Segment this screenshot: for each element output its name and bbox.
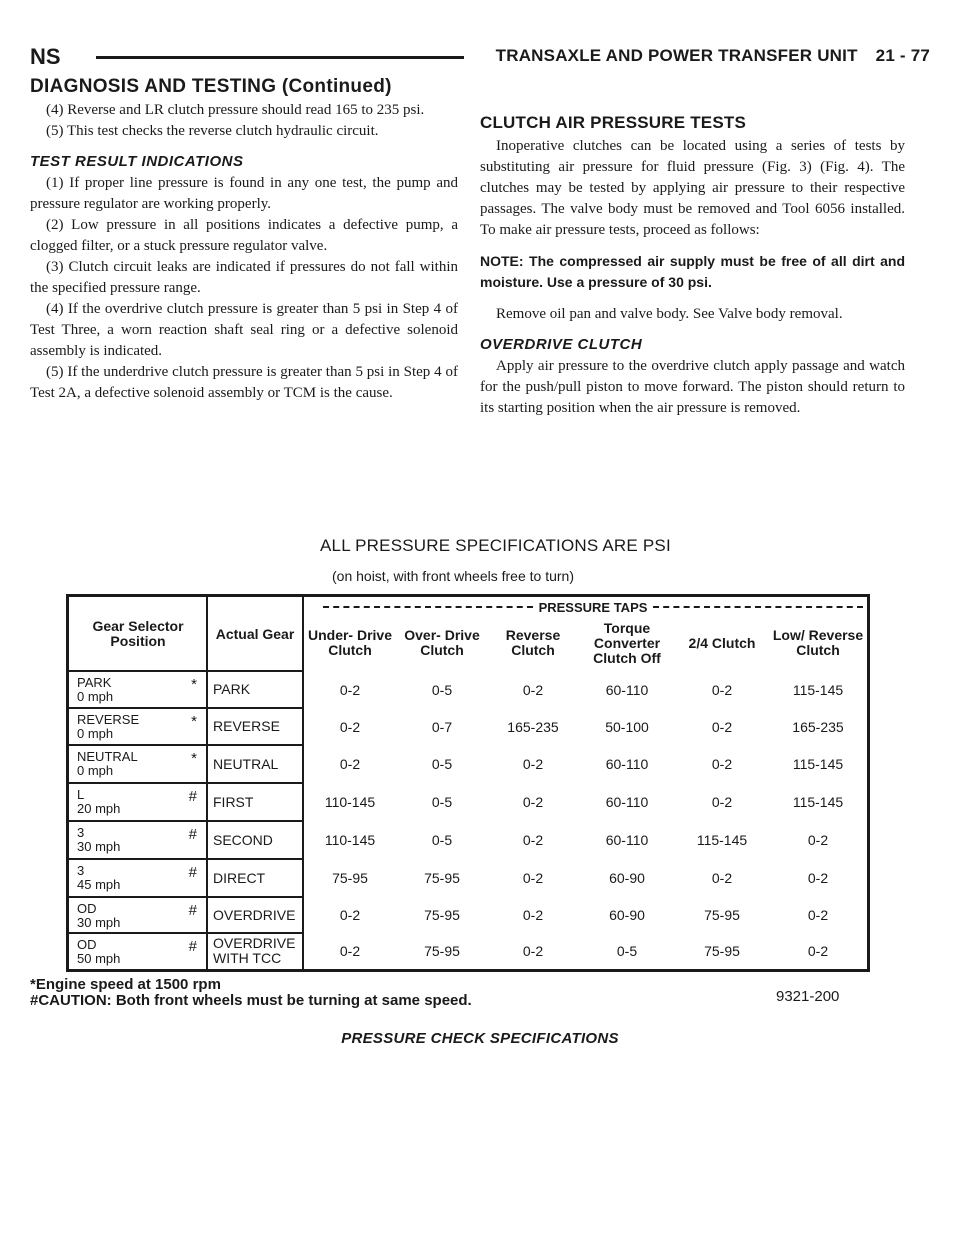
pressure-value-lr: 115-145 [792,681,844,698]
table-grid-line [69,744,303,746]
pressure-value-od: 0-5 [431,794,453,810]
pressure-value-c24: 75-95 [704,943,740,959]
selector-position-cell [77,676,207,707]
actual-gear-cell: DIRECT [213,869,266,886]
pressure-value-od: 0-7 [431,718,453,735]
table-grid-line [69,820,303,822]
pressure-value-ud: 110-145 [324,794,376,810]
pressure-value-ud: 0-2 [339,943,361,959]
pressure-value-od: 75-95 [424,870,460,886]
paragraph: (4) If the overdrive clutch pressure is greater than 5 psi in Step 4 of Test Three, a worn reaction shaft seal ring or a defective solenoid assembly is indicated. [30,301,458,359]
table-grid-line [69,782,303,784]
table-grid-line [69,896,303,898]
pressure-value-lr: 0-2 [807,943,829,959]
paragraph: Inoperative clutches can be located using a series of tests by substituting air pressure for fluid pressure (Fig. 3) (Fig. 4). The clutches may be tested by applying air pressure to their respective passages. The valve body must be removed and Tool 6056 installed. To make air pressure tests, proceed as follows: [480,138,905,238]
pressure-value-ud: 0-2 [339,681,361,698]
pressure-value-c24: 0-2 [711,794,733,810]
pressure-value-c24: 0-2 [711,681,733,698]
pressure-value-lr: 0-2 [807,832,829,848]
pressure-taps-banner [317,599,869,615]
actual-gear-cell: OVERDRIVE [213,906,296,923]
pressure-value-rev: 0-2 [522,681,544,698]
footnote-marker: * [191,676,197,693]
pressure-value-rev: 165-235 [507,718,559,735]
selector-speed: 50 mph [77,951,121,966]
heading-clutch-air-pressure-tests: CLUTCH AIR PRESSURE TESTS [480,113,747,132]
header-rule [96,56,464,59]
pressure-value-od: 75-95 [424,907,460,923]
paragraph: (2) Low pressure in all positions indicates a defective pump, a clogged filter, or a stuck pressure regulator valve. [30,217,458,254]
table-grid-line [69,932,303,934]
paragraph: (5) If the underdrive clutch pressure is greater than 5 psi in Step 4 of Test 2A, a defective solenoid assembly or TCM is the cause. [30,364,458,401]
pressure-value-ud: 0-2 [339,907,361,923]
header-title: TRANSAXLE AND POWER TRANSFER UNIT [495,46,858,65]
selector-position: OD [77,901,97,916]
footnote-marker: # [188,938,197,955]
footnote-marker: * [191,713,197,730]
footnote-engine-speed: *Engine speed at 1500 rpm [30,976,221,993]
footnote-marker: # [188,826,197,843]
column-header-position: Gear Selector Position [92,618,184,649]
paragraph: Apply air pressure to the overdrive clutch apply passage and watch for the push/pull piston to move forward. The piston should return to its starting position when the air pressure is removed. [480,358,905,416]
pressure-value-tcc: 60-110 [605,794,649,810]
pressure-value-od: 0-5 [431,832,453,848]
figure-subtitle: (on hoist, with front wheels free to turn) [332,568,574,584]
pressure-value-lr: 0-2 [807,870,829,886]
pressure-taps-label: PRESSURE TAPS [538,599,648,615]
selector-position-cell [77,864,207,896]
selector-position-cell [77,938,207,968]
figure-id: 9321-200 [776,988,840,1005]
pressure-value-tcc: 60-110 [605,832,649,848]
column-header-ud: Under- Drive Clutch [307,627,393,658]
selector-speed: 30 mph [77,915,121,930]
left-column [30,100,458,404]
header-section-code: NS [30,44,61,69]
table-grid-line [69,670,303,672]
subheading-overdrive-clutch: OVERDRIVE CLUTCH [480,336,643,353]
right-column [480,112,905,419]
pressure-value-od: 0-5 [431,681,453,698]
actual-gear-cell: NEUTRAL [213,755,279,772]
paragraph: Remove oil pan and valve body. See Valve body removal. [496,306,843,322]
table-grid-line [69,858,303,860]
pressure-value-rev: 0-2 [522,794,544,810]
pressure-value-ud: 75-95 [332,870,368,886]
selector-position: L [77,787,85,802]
column-header-tcc: Torque Converter Clutch Off [593,619,661,666]
selector-position-cell [77,902,207,932]
selector-position: OD [77,937,97,952]
selector-speed: 0 mph [77,726,114,741]
column-header-od: Over- Drive Clutch [404,627,480,658]
selector-position-cell [77,826,207,858]
pressure-value-ud: 0-2 [339,756,361,772]
selector-position: 3 [77,825,85,840]
selector-speed: 20 mph [77,801,121,816]
note: NOTE: The compressed air supply must be free of all dirt and moisture. Use a pressure of 30 psi. [480,253,905,290]
actual-gear-cell: PARK [213,681,251,697]
selector-speed: 45 mph [77,877,121,892]
paragraph: (3) Clutch circuit leaks are indicated if pressures do not fall within the specified pressure range. [30,259,458,296]
paragraph: (4) Reverse and LR clutch pressure should read 165 to 235 psi. [46,102,425,118]
pressure-value-tcc: 0-5 [616,943,638,959]
selector-position: 3 [77,863,85,878]
actual-gear-cell: SECOND [213,831,273,848]
actual-gear-cell: REVERSE [213,718,280,734]
column-header-lr: Low/ Reverse Clutch [772,627,864,658]
footnote-marker: # [188,864,197,881]
paragraph: (5) This test checks the reverse clutch hydraulic circuit. [46,123,379,139]
actual-gear-cell: OVERDRIVE WITH TCC [213,935,296,966]
pressure-value-c24: 0-2 [711,756,733,772]
pressure-value-c24: 0-2 [711,870,733,886]
paragraph: (1) If proper line pressure is found in any one test, the pump and pressure regulator are working properly. [30,175,458,212]
pressure-value-od: 75-95 [424,943,460,959]
footnote-caution: #CAUTION: Both front wheels must be turning at same speed. [30,992,472,1009]
pressure-value-tcc: 60-90 [609,907,645,923]
selector-position: REVERSE [77,712,140,727]
figure-caption: PRESSURE CHECK SPECIFICATIONS [341,1030,619,1047]
pressure-value-lr: 0-2 [807,907,829,923]
pressure-value-ud: 110-145 [324,832,376,848]
actual-gear-cell: FIRST [213,793,254,810]
selector-position: PARK [77,675,112,690]
pressure-value-od: 0-5 [431,756,453,772]
footnote-marker: # [188,902,197,919]
pressure-value-ud: 0-2 [339,718,361,735]
selector-speed: 0 mph [77,763,114,778]
selector-speed: 0 mph [77,689,114,704]
pressure-value-tcc: 60-90 [609,870,645,886]
pressure-value-lr: 165-235 [792,718,844,735]
section-title: DIAGNOSIS AND TESTING (Continued) [30,76,392,97]
pressure-value-lr: 115-145 [792,794,844,810]
dash-rule [653,606,863,608]
subheading-test-result-indications: TEST RESULT INDICATIONS [30,153,244,170]
dash-rule [323,606,533,608]
page-number: 21 - 77 [875,46,930,65]
pressure-value-rev: 0-2 [522,870,544,886]
selector-speed: 30 mph [77,839,121,854]
pressure-spec-table [66,594,870,972]
figure-title: ALL PRESSURE SPECIFICATIONS ARE PSI [320,536,671,555]
pressure-value-c24: 115-145 [696,832,748,848]
column-header-c24: 2/4 Clutch [688,634,756,651]
selector-position: NEUTRAL [77,749,138,764]
pressure-value-tcc: 50-100 [605,718,649,735]
pressure-value-lr: 115-145 [792,756,844,772]
pressure-value-rev: 0-2 [522,943,544,959]
selector-position-cell [77,788,207,820]
header-title-bar [470,46,930,66]
footnote-marker: # [188,788,197,805]
pressure-value-c24: 0-2 [711,718,733,735]
selector-position-cell [77,750,207,782]
column-header-gear: Actual Gear [215,625,295,642]
selector-position-cell [77,713,207,744]
pressure-value-rev: 0-2 [522,907,544,923]
table-grid-line [69,707,303,709]
pressure-value-tcc: 60-110 [605,681,649,698]
pressure-value-rev: 0-2 [522,832,544,848]
pressure-value-tcc: 60-110 [605,756,649,772]
column-header-rev: Reverse Clutch [505,627,561,658]
footnote-marker: * [191,750,197,767]
pressure-value-rev: 0-2 [522,756,544,772]
pressure-value-c24: 75-95 [704,907,740,923]
